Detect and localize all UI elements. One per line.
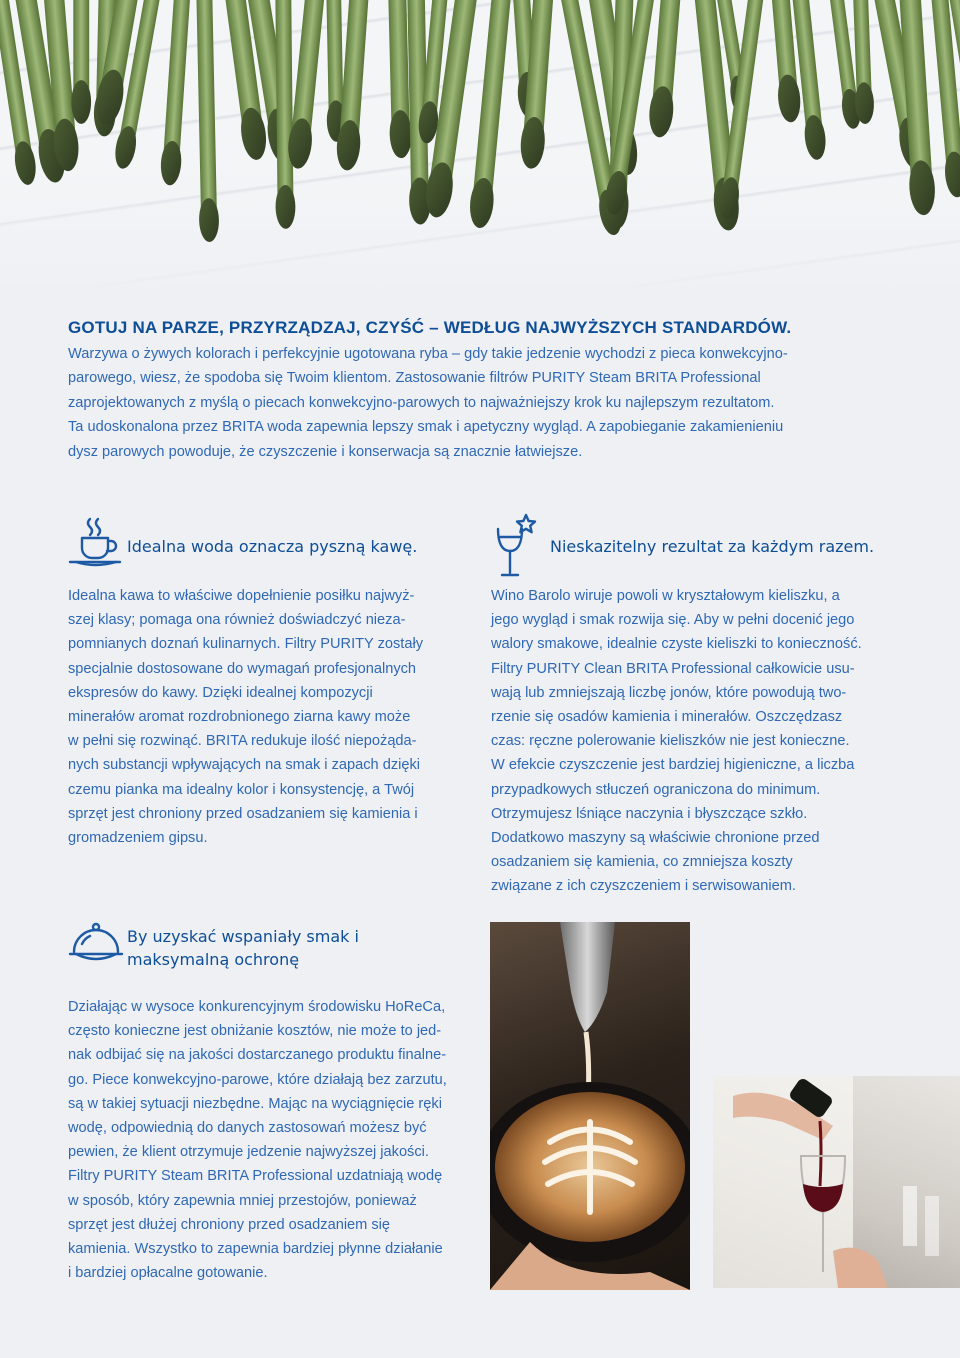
intro-line: Ta udoskonalona przez BRITA woda zapewnia lepszy smak i apetyczny wygląd. A zapobieganie zakamienieniu xyxy=(68,419,784,436)
cloche-line: Działając w wysoce konkurencyjnym środowisku HoReCa, xyxy=(68,999,446,1015)
latte-illustration xyxy=(490,922,690,1290)
page-headline: GOTUJ NA PARZE, PRZYRZĄDZAJ, CZYŚĆ – WEDŁUG NAJWYŻSZYCH STANDARDÓW. xyxy=(68,318,792,337)
coffee-section-title: Idealna woda oznacza pyszną kawę. xyxy=(127,537,418,556)
glass-line: W efekcie czyszczenie jest bardziej higieniczne, a liczba xyxy=(491,757,855,774)
glass-line: wają lub zmniejszają liczbę jonów, które powodują two- xyxy=(491,684,847,701)
coffee-line: sprzęt jest chroniony przed osadzaniem się kamienia i xyxy=(68,805,418,822)
asparagus-stalk xyxy=(647,0,683,138)
cloche-section-text xyxy=(68,995,478,1285)
wine-illustration xyxy=(713,1076,960,1288)
cloche-line: sprzęt jest dłużej chroniony przed osadzaniem się xyxy=(68,1216,391,1233)
asparagus-stalk xyxy=(194,0,219,242)
cloche-line: Filtry PURITY Steam BRITA Professional uzdatniają wodę xyxy=(68,1168,443,1185)
glass-line: związane z ich czyszczeniem i serwisowaniem. xyxy=(491,878,796,895)
intro-line: dysz parowych powoduje, że czyszczenie i konserwacja są znacznie łatwiejsze. xyxy=(68,443,583,460)
asparagus-hero-photo xyxy=(0,0,960,300)
glass-line: osadzaniem się kamienia, co zmniejsza koszty xyxy=(491,854,793,871)
intro-line: zaprojektowanych z myślą o piecach konwekcyjno-parowych to najważniejszy krok ku najlepszym rezultatom. xyxy=(68,394,775,411)
coffee-section-text xyxy=(68,584,468,850)
coffee-line: pomnianych doznań kulinarnych. Filtry PURITY zostały xyxy=(68,636,423,653)
coffee-line: szej klasy; pomaga ona również doświadczyć nieza- xyxy=(68,612,406,629)
glass-section-title: Nieskazitelny rezultat za każdym razem. xyxy=(550,537,875,556)
glass-line: walory smakowe, idealnie czyste kieliszki to konieczność. xyxy=(491,636,862,653)
glass-line: przypadkowych stłuczeń ograniczona do minimum. xyxy=(491,781,821,798)
glass-line: rzenie się osadów kamienia i minerałów. Oszczędzasz xyxy=(491,709,843,726)
coffee-cup-icon xyxy=(68,516,124,568)
asparagus-stalk xyxy=(286,0,328,170)
cloche-line: kamienia. Wszystko to zapewnia bardziej płynne działanie xyxy=(68,1241,443,1258)
coffee-line: gromadzeniem gipsu. xyxy=(68,830,208,847)
glass-line: Dodatkowo maszyny są właściwie chronione przed xyxy=(491,830,820,847)
cloche-line: często konieczne jest obniżanie kosztów, nie może to jed- xyxy=(68,1023,442,1040)
cloche-title-line: maksymalną ochronę xyxy=(127,950,300,969)
glass-section-text xyxy=(491,584,921,899)
intro-paragraph xyxy=(68,342,898,464)
latte-art-photo xyxy=(490,922,690,1290)
cloche-line: wodę, odpowiednią do danych zastosowań możesz być xyxy=(68,1120,427,1137)
coffee-line: czemu pianka ma idealny kolor i konsystencję, a Twój xyxy=(68,781,415,798)
cloche-title-line: By uzyskać wspaniały smak i xyxy=(127,927,359,946)
asparagus-stalk xyxy=(160,0,194,186)
intro-line: parowego, wiesz, że spodoba się Twoim klientom. Zastosowanie filtrów PURITY Steam BRITA Professional xyxy=(68,370,761,387)
coffee-line: ekspresów do kawy. Dzięki idealnej kompozycji xyxy=(68,684,373,701)
cloche-section-title xyxy=(127,925,359,971)
cloche-line: nak odbijać się na jakości dostarczanego produktu finalne- xyxy=(68,1047,447,1064)
glass-line: jego wygląd i smak rozwija się. Aby w pełni docenić jego xyxy=(491,612,855,629)
cloche-line: go. Piece konwekcyjno-parowe, które działają bez zarzutu, xyxy=(68,1071,447,1088)
cloche-line: pewien, że klient otrzymuje jedzenie najwyższej jakości. xyxy=(68,1144,429,1161)
cloche-icon xyxy=(68,922,124,964)
intro-line: Warzywa o żywych kolorach i perfekcyjnie ugotowana ryba – gdy takie jedzenie wychodzi z pieca konwekcyjno- xyxy=(68,346,788,362)
cloche-line: są w takiej sytuacji niezbędne. Mając na wyciągnięcie ręki xyxy=(68,1095,442,1112)
coffee-line: specjalnie dostosowane do wymagań profesjonalnych xyxy=(68,660,417,677)
asparagus-illustration xyxy=(0,0,960,300)
asparagus-stalk xyxy=(71,0,91,124)
coffee-line: w pełni się rozwinąć. BRITA redukuje ilość niepożąda- xyxy=(68,733,417,750)
coffee-line: Idealna kawa to właściwe dopełnienie posiłku najwyż- xyxy=(68,588,415,604)
cloche-line: i bardziej opłacalne gotowanie. xyxy=(68,1265,268,1282)
asparagus-stalk xyxy=(468,0,515,229)
glass-line: Wino Barolo wiruje powoli w kryształowym kieliszku, a xyxy=(491,588,840,604)
glass-line: Filtry PURITY Clean BRITA Professional całkowicie usu- xyxy=(491,660,855,677)
coffee-line: minerałów aromat rozdrobnionego ziarna kawy może xyxy=(68,709,411,726)
coffee-line: nych substancji wpływających na smak i zapach dzięki xyxy=(68,757,421,774)
wine-pouring-photo xyxy=(713,1076,960,1288)
cloche-line: w sposób, który zapewnia mniej przestojów, ponieważ xyxy=(68,1192,417,1209)
sparkling-glass-icon xyxy=(492,513,538,579)
glass-line: Otrzymujesz lśniące naczynia i błyszczące szkło. xyxy=(491,805,808,822)
glass-line: czas: ręczne polerowanie kieliszków nie jest konieczne. xyxy=(491,733,850,750)
